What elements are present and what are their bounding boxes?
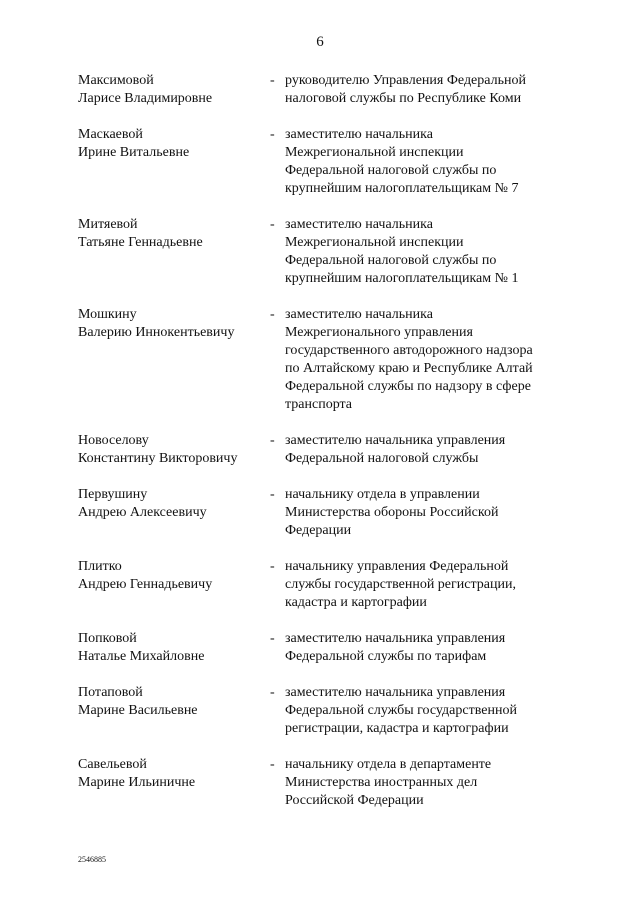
position-text <box>285 126 565 198</box>
position-line: заместителю начальника управления <box>285 685 506 700</box>
position-text <box>285 72 565 108</box>
position-line: государственного автодорожного надзора <box>285 343 533 358</box>
dash: - <box>270 307 275 322</box>
person-name <box>78 630 268 666</box>
position-line: Российской Федерации <box>285 793 424 808</box>
dash: - <box>270 487 275 502</box>
list-item <box>78 486 578 540</box>
position-line: Министерства иностранных дел <box>285 775 478 790</box>
position-line: заместителю начальника <box>285 127 433 142</box>
given-names: Ирине Витальевне <box>78 145 190 160</box>
position-line: крупнейшим налогоплательщикам № 7 <box>285 181 519 196</box>
person-name <box>78 432 268 468</box>
surname: Плитко <box>78 559 122 574</box>
surname: Потаповой <box>78 685 143 700</box>
position-text <box>285 486 565 540</box>
position-line: начальнику управления Федеральной <box>285 559 509 574</box>
position-line: службы государственной регистрации, <box>285 577 516 592</box>
dash: - <box>270 217 275 232</box>
given-names: Константину Викторовичу <box>78 451 238 466</box>
given-names: Марине Ильиничне <box>78 775 196 790</box>
given-names: Андрею Геннадьевичу <box>78 577 213 592</box>
position-line: заместителю начальника <box>285 217 433 232</box>
list-item <box>78 306 578 414</box>
surname: Максимовой <box>78 73 154 88</box>
dash: - <box>270 73 275 88</box>
position-line: заместителю начальника управления <box>285 433 506 448</box>
position-line: Федеральной службы по тарифам <box>285 649 487 664</box>
given-names: Марине Васильевне <box>78 703 198 718</box>
given-names: Валерию Иннокентьевичу <box>78 325 235 340</box>
position-text <box>285 630 565 666</box>
position-line: Федеральной налоговой службы <box>285 451 479 466</box>
list-item <box>78 684 578 738</box>
appointment-list <box>78 72 578 828</box>
list-item <box>78 558 578 612</box>
given-names: Андрею Алексеевичу <box>78 505 207 520</box>
list-item <box>78 432 578 468</box>
list-item <box>78 630 578 666</box>
list-item <box>78 756 578 810</box>
position-line: налоговой службы по Республике Коми <box>285 91 522 106</box>
position-line: кадастра и картографии <box>285 595 427 610</box>
position-line: Федерации <box>285 523 352 538</box>
position-text <box>285 756 565 810</box>
position-line: начальнику отдела в департаменте <box>285 757 492 772</box>
position-line: крупнейшим налогоплательщикам № 1 <box>285 271 519 286</box>
person-name <box>78 558 268 594</box>
position-text <box>285 558 565 612</box>
document-code: 2546885 <box>78 855 106 864</box>
person-name <box>78 684 268 720</box>
surname: Первушину <box>78 487 148 502</box>
person-name <box>78 72 268 108</box>
position-line: регистрации, кадастра и картографии <box>285 721 509 736</box>
position-line: начальнику отдела в управлении <box>285 487 480 502</box>
position-line: по Алтайскому краю и Республике Алтай <box>285 361 533 376</box>
surname: Савельевой <box>78 757 147 772</box>
dash: - <box>270 127 275 142</box>
dash: - <box>270 433 275 448</box>
dash: - <box>270 559 275 574</box>
position-text <box>285 684 565 738</box>
dash: - <box>270 685 275 700</box>
surname: Митяевой <box>78 217 138 232</box>
given-names: Наталье Михайловне <box>78 649 205 664</box>
position-line: Федеральной налоговой службы по <box>285 163 497 178</box>
person-name <box>78 756 268 792</box>
list-item <box>78 126 578 198</box>
position-line: транспорта <box>285 397 353 412</box>
person-name <box>78 486 268 522</box>
given-names: Ларисе Владимировне <box>78 91 213 106</box>
list-item <box>78 72 578 108</box>
position-text <box>285 216 565 288</box>
position-line: Федеральной налоговой службы по <box>285 253 497 268</box>
surname: Попковой <box>78 631 137 646</box>
position-line: Министерства обороны Российской <box>285 505 499 520</box>
person-name <box>78 306 268 342</box>
given-names: Татьяне Геннадьевне <box>78 235 203 250</box>
dash: - <box>270 631 275 646</box>
person-name <box>78 126 268 162</box>
surname: Новоселову <box>78 433 149 448</box>
position-text <box>285 306 565 414</box>
list-item <box>78 216 578 288</box>
surname: Маскаевой <box>78 127 143 142</box>
person-name <box>78 216 268 252</box>
position-line: заместителю начальника <box>285 307 433 322</box>
dash: - <box>270 757 275 772</box>
position-line: Межрегиональной инспекции <box>285 145 464 160</box>
position-line: заместителю начальника управления <box>285 631 506 646</box>
position-text <box>285 432 565 468</box>
position-line: Федеральной службы государственной <box>285 703 517 718</box>
position-line: Межрегионального управления <box>285 325 473 340</box>
position-line: Межрегиональной инспекции <box>285 235 464 250</box>
surname: Мошкину <box>78 307 137 322</box>
position-line: Федеральной службы по надзору в сфере <box>285 379 531 394</box>
page-number: 6 <box>316 34 324 50</box>
position-line: руководителю Управления Федеральной <box>285 73 526 88</box>
